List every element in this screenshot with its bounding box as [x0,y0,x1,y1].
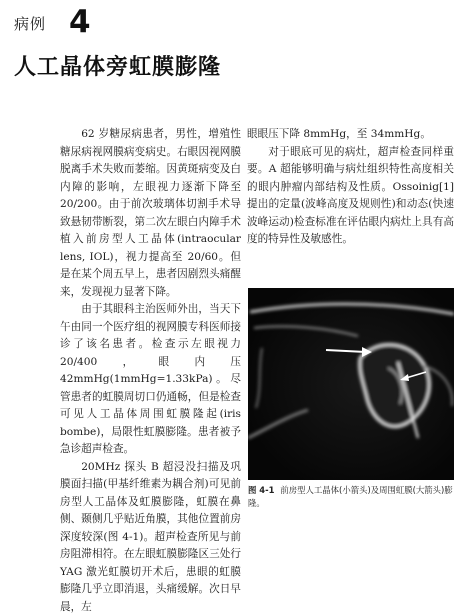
figure-number: 图 4-1 [248,485,274,495]
paragraph: 由于其眼科主治医师外出，当天下午由同一个医疗组的视网膜专科医师接诊了该名患者。检查示左眼视力 20/400，眼内压 42mmHg(1mmHg=1.33kPa)。尽管患者的虹膜周切口仍通畅，但是检查可见人工晶体周围虹膜隆起(iris bombe)，局限性虹膜膨隆。患者被予急诊超声检查。 [60,301,241,459]
ultrasound-figure [248,288,454,480]
ultrasound-image [248,288,454,480]
paragraph: 眼眼压下降 8mmHg，至 34mmHg。 [247,126,454,144]
page-title: 人工晶体旁虹膜膨隆 [14,50,221,81]
figure-caption-text: 前房型人工晶体(小箭头)及周围虹膜(大箭头)膨隆。 [248,485,453,508]
right-text-column [247,126,454,249]
figure-caption [248,484,456,510]
paragraph: 20MHz 探头 B 超浸没扫描及巩膜面扫描(甲基纤维素为耦合剂)可见前房型人工晶体及虹膜膨隆，虹膜在鼻侧、颞侧几乎贴近角膜，其他位置前房深度较深(图 4-1)。超声检查所见与前房阻滞相符。在左眼虹膜膨隆区三处行 YAG 激光虹膜切开术后，患眼的虹膜膨隆几乎立即消退，头痛缓解。次日早晨，左 [60,459,241,616]
case-label: 病例 [14,13,46,34]
case-number: 4 [69,4,91,40]
paragraph: 对于眼底可见的病灶，超声检查同样重要。A 超能够明确与病灶组织特性高度相关的眼内肿瘤内部结构及性质。Ossoinig[1]提出的定量(波峰高度及规则性)和动态(快速波峰运动)检查标准在评估眼内病灶上具有高度的特异性及敏感性。 [247,144,454,249]
paragraph: 62 岁糖尿病患者，男性，增殖性糖尿病视网膜病变病史。右眼因视网膜脱离手术失败而萎缩。因黄斑病变及白内障的影响，左眼视力逐渐下降至 20/200。由于前次玻璃体切割手术导致悬韧带断裂，第二次左眼白内障手术植入前房型人工晶体(intraocular lens, IOL)，视力提高至 20/60。但是在某个周五早上，患者因剧烈头痛醒来，发现视力显著下降。 [60,126,241,301]
left-text-column [60,126,241,616]
